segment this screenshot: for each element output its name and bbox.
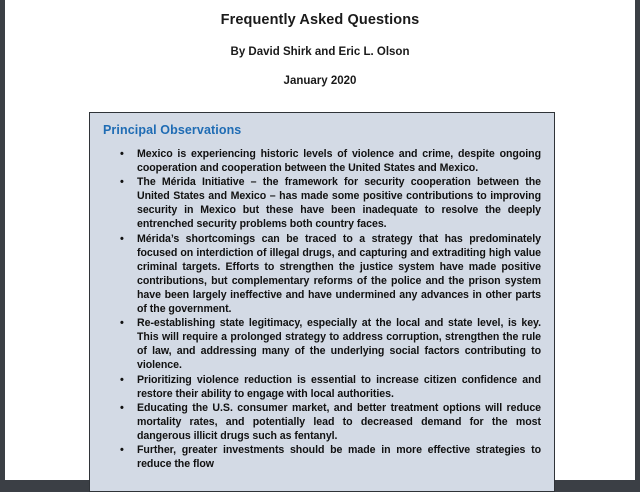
list-item: • Educating the U.S. consumer market, and better treatment options will reduce mortality rates, and potentially lead to decreased demand for the most dangerous illicit drugs such as fentanyl. [103,401,541,443]
document-date: January 2020 [283,75,357,87]
document-authors: By David Shirk and Eric L. Olson [230,46,410,58]
callout-heading: Principal Observations [103,123,242,137]
list-item: • Further, greater investments should be made in more effective strategies to reduce the flow [103,443,541,448]
list-item: • Mexico is experiencing historic levels of violence and crime, despite ongoing cooperation and cooperation between the United States and Mexico. [103,147,541,175]
list-item: • Mérida’s shortcomings can be traced to a strategy that has predominately focused on interdiction of illegal drugs, and capturing and extraditing high value criminal targets. Efforts to strengthen the justice system have made positive contributions, but complementary reforms of the police and the prison system have been largely ineffective and have undermined any advances in other parts of the government. [103,232,541,317]
principal-observations-box [89,112,555,492]
list-item: • Re-establishing state legitimacy, especially at the local and state level, is key. This will require a prolonged strategy to address corruption, strengthen the rule of law, and addressing many of the underlying social factors contributing to violence. [103,316,541,372]
list-item: • The Mérida Initiative – the framework for security cooperation between the United States and Mexico – has made some positive contributions to improving security in Mexico but these have been inadequate to resolve the deeply entrenched security problems both country faces. [103,175,541,231]
list-item: • Prioritizing violence reduction is essential to increase citizen confidence and restore their ability to engage with local authorities. [103,373,541,401]
observations-list [103,147,541,471]
document-page [5,0,635,480]
page-title: Frequently Asked Questions [220,12,420,28]
document-header [5,0,635,89]
